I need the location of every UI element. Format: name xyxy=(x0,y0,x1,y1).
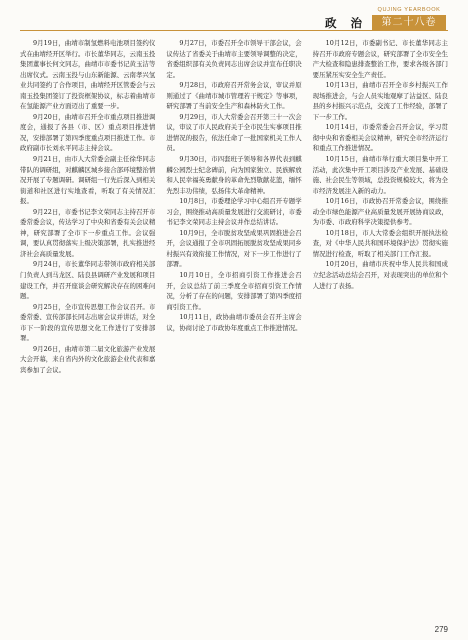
article-body xyxy=(20,38,448,628)
text-column-2 xyxy=(166,38,301,628)
page-number: 279 xyxy=(434,625,448,634)
text-column-1 xyxy=(20,38,155,628)
page-header xyxy=(0,0,468,34)
paragraph: 10月20日，曲靖市庆祝中华人民共和国成立纪念活动总结会召开，对表现突出的单位和个人进行了表扬。 xyxy=(312,260,448,290)
paragraph: 10月16日，市政协召开常委会议，围绕推动全市绿色能源产业高质量发展开展协商议政，为市委、市政府科学决策提供参考。 xyxy=(312,197,448,227)
text-column-3 xyxy=(313,38,448,628)
paragraph: 9月27日，市委召开全市领导干部会议，会议传达了省委关于曲靖市主要领导调整的决定，省委组织部有关负责同志出席会议并宣布任职决定。 xyxy=(166,39,302,79)
edition-tag: 第二十八卷 xyxy=(372,15,446,30)
paragraph: 10月12日，市委副书记、市长董华同志主持召开市政府专题会议，研究部署了全市安全生产大检查和隐患排查整治工作，要求各级各部门要压紧压实安全生产责任。 xyxy=(312,39,448,79)
paragraph: 10月10日，全市招商引资工作推进会召开，会议总结了前三季度全市招商引资工作情况，分析了存在的问题，安排部署了第四季度招商引资工作。 xyxy=(166,271,302,311)
yearbook-label: QUJING YEARBOOK xyxy=(377,7,441,13)
paragraph: 10月13日，曲靖市召开全市乡村振兴工作现场推进会，与会人员实地观摩了沾益区、陆良县的乡村振兴示范点，交流了工作经验，部署了下一步工作。 xyxy=(312,81,448,121)
paragraph: 9月26日，曲靖市第二届文化旅游产业发展大会开幕，来自省内外的文化旅游企业代表和嘉宾参加了会议。 xyxy=(20,344,156,374)
paragraph: 10月9日，全市脱贫攻坚成果巩固推进会召开，会议通报了全市巩固拓展脱贫攻坚成果同乡村振兴有效衔接工作情况，对下一步工作进行了部署。 xyxy=(166,228,302,269)
paragraph: 10月15日，曲靖市举行重大项目集中开工活动，此次集中开工项目涉及产业发展、基础设施、社会民生等领域，总投资规模较大，将为全市经济发展注入新的动力。 xyxy=(312,155,448,195)
header-rule xyxy=(20,30,448,31)
section-title: 政 治 xyxy=(325,16,368,30)
paragraph: 9月29日，市人大常委会召开第三十一次会议，审议了市人民政府关于全市民生实事项目推进情况的报告，依法任命了一批国家机关工作人员。 xyxy=(166,112,302,153)
paragraph: 9月30日，市四套班子领导和各界代表到麒麟公园烈士纪念碑前，向为国家独立、民族解放和人民幸福英勇献身的革命先烈敬献花篮，缅怀先烈丰功伟绩，弘扬伟大革命精神。 xyxy=(166,155,302,195)
paragraph: 9月20日，曲靖市召开全市重点项目推进调度会，通报了各县（市、区）重点项目推进情况，安排部署了第四季度重点项目推进工作。市政府副市长刘永平同志主持会议。 xyxy=(20,112,156,153)
paragraph: 10月14日，市委常委会召开会议，学习贯彻中央和省委相关会议精神，研究全市经济运行和重点工作推进情况。 xyxy=(312,123,448,153)
paragraph: 10月11日，政协曲靖市委员会召开主席会议，协商讨论了市政协年度重点工作推进情况。 xyxy=(166,313,302,332)
paragraph: 10月18日，市人大常委会组织开展执法检查，对《中华人民共和国环境保护法》贯彻实施情况进行检查，听取了相关部门工作汇报。 xyxy=(312,228,448,258)
paragraph: 9月21日，由市人大常委会副主任徐华同志带队的调研组，对麒麟区城乡接合部环境整治情况开展了专题调研。调研组一行先后深入到相关街道和社区进行实地查看，听取了有关情况汇报。 xyxy=(20,155,156,206)
paragraph: 9月28日，市政府召开常务会议，审议并原则通过了《曲靖市城市管理若干规定》等事项，研究部署了当前安全生产和森林防火工作。 xyxy=(166,81,302,111)
paragraph: 9月22日，市委书记李文荣同志主持召开市委常委会议，传达学习了中央和省委有关会议精神，研究部署了全市下一步重点工作。会议强调，要认真贯彻落实上级决策部署，扎实推进经济社会高质量发展。 xyxy=(20,207,156,258)
paragraph: 9月19日，曲靖市制氢燃料电池项目签约仪式在曲靖经开区举行。市长董华同志，云南玉投集团董事长何文同志，曲靖市市委书记黄玉洁等出席仪式。云南玉投与山东新能源、云南孝兴氢业共同签约了合作项目，曲靖经开区管委会与云南玉投集团签订了投资框架协议，标志着曲靖市在氢能源产业方面迈出了重要一步。 xyxy=(20,39,156,111)
paragraph: 10月8日，市委理论学习中心组召开专题学习会，围绕推动高质量发展进行交流研讨，市委书记李文荣同志主持会议并作总结讲话。 xyxy=(166,197,302,227)
paragraph: 9月24日，市长董华同志带领市政府相关部门负责人到马龙区、陆良县调研产业发展和项目建设工作，并召开座谈会研究解决存在的困难问题。 xyxy=(20,260,156,301)
paragraph: 9月25日，全市宣传思想工作会议召开。市委常委、宣传部部长同志出席会议并讲话，对全市下一阶段的宣传思想文化工作进行了安排部署。 xyxy=(20,302,156,343)
